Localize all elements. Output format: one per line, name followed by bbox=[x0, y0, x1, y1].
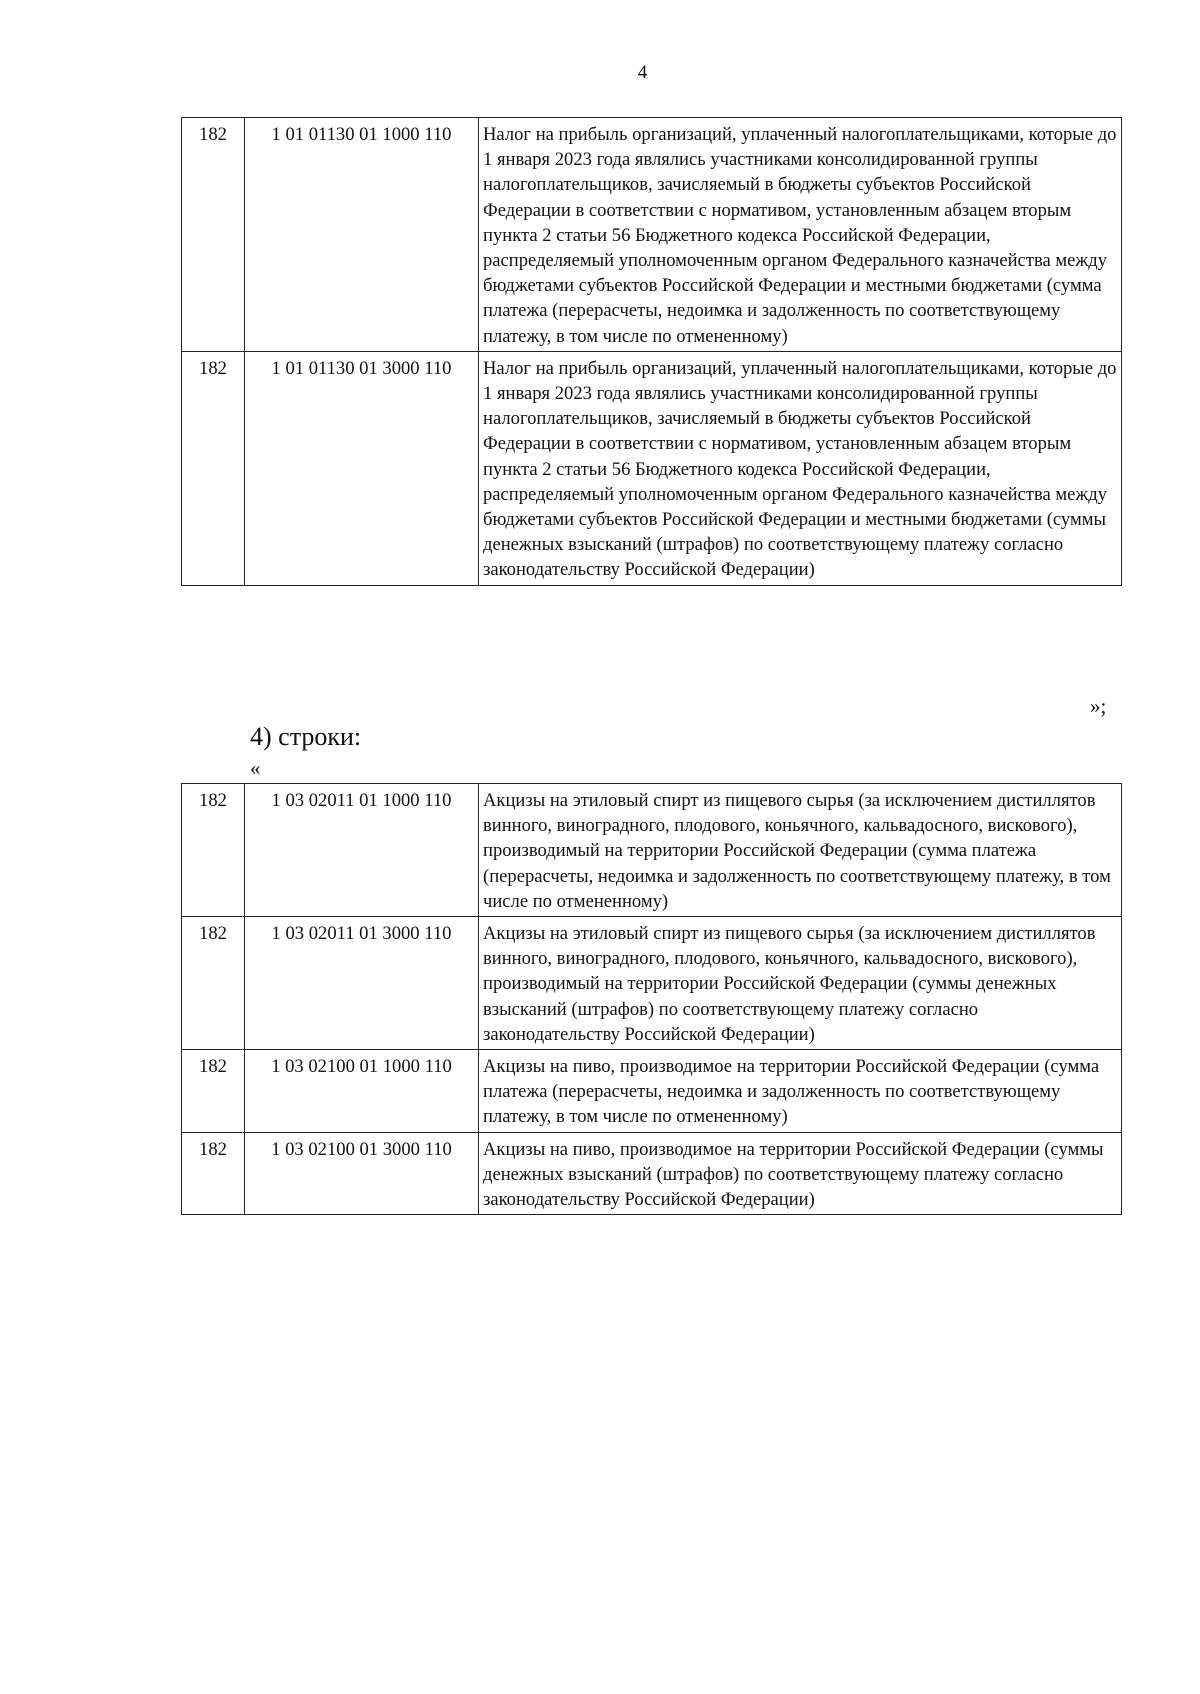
budget-classification-code-cell: 1 03 02100 01 1000 110 bbox=[245, 1050, 479, 1133]
page-number: 4 bbox=[637, 62, 648, 83]
description-cell: Налог на прибыль организаций, уплаченный налогоплательщиками, которые до 1 января 2023 года являлись участниками консолидированной группы налогоплательщиков, зачисляемый в бюджеты субъектов Российской Федерации в соответствии с нормативом, установленным абзацем вторым пункта 2 статьи 56 Бюджетного кодекса Российской Федерации, распределяемый уполномоченным органом Федерального казначейства между бюджетами субъектов Российской Федерации и местными бюджетами (сумма платежа (перерасчеты, недоимка и задолженность по соответствующему платежу, в том числе по отмененному) bbox=[479, 118, 1122, 352]
table-row bbox=[182, 784, 1122, 917]
admin-code-cell: 182 bbox=[182, 351, 245, 585]
budget-classification-code-cell: 1 03 02100 01 3000 110 bbox=[245, 1132, 479, 1215]
description-cell: Акцизы на этиловый спирт из пищевого сырья (за исключением дистиллятов винного, виноградного, плодового, коньячного, кальвадосного, вискового), производимый на территории Российской Федерации (сумма платежа (перерасчеты, недоимка и задолженность по соответствующему платежу, в том числе по отмененному) bbox=[479, 784, 1122, 917]
budget-classification-code-cell: 1 01 01130 01 3000 110 bbox=[245, 351, 479, 585]
description-cell: Акцизы на пиво, производимое на территории Российской Федерации (суммы денежных взысканий (штрафов) по соответствующему платежу согласно законодательству Российской Федерации) bbox=[479, 1132, 1122, 1215]
table-row bbox=[182, 351, 1122, 585]
table-row bbox=[182, 917, 1122, 1050]
budget-classification-code-cell: 1 03 02011 01 1000 110 bbox=[245, 784, 479, 917]
budget-classification-code-cell: 1 01 01130 01 1000 110 bbox=[245, 118, 479, 352]
section-heading: 4) строки: bbox=[250, 722, 362, 751]
revenue-codes-table-1 bbox=[181, 117, 1122, 586]
description-cell: Акцизы на этиловый спирт из пищевого сырья (за исключением дистиллятов винного, виноградного, плодового, коньячного, кальвадосного, вискового), производимый на территории Российской Федерации (суммы денежных взысканий (штрафов) по соответствующему платежу согласно законодательству Российской Федерации) bbox=[479, 917, 1122, 1050]
description-cell: Налог на прибыль организаций, уплаченный налогоплательщиками, которые до 1 января 2023 года являлись участниками консолидированной группы налогоплательщиков, зачисляемый в бюджеты субъектов Российской Федерации в соответствии с нормативом, установленным абзацем вторым пункта 2 статьи 56 Бюджетного кодекса Российской Федерации, распределяемый уполномоченным органом Федерального казначейства между бюджетами субъектов Российской Федерации и местными бюджетами (суммы денежных взысканий (штрафов) по соответствующему платежу согласно законодательству Российской Федерации) bbox=[479, 351, 1122, 585]
revenue-codes-table-2 bbox=[181, 783, 1122, 1215]
admin-code-cell: 182 bbox=[182, 917, 245, 1050]
closing-quote: »; bbox=[1090, 694, 1107, 718]
table-row bbox=[182, 1132, 1122, 1215]
budget-classification-code-cell: 1 03 02011 01 3000 110 bbox=[245, 917, 479, 1050]
admin-code-cell: 182 bbox=[182, 118, 245, 352]
description-cell: Акцизы на пиво, производимое на территории Российской Федерации (сумма платежа (перерасчеты, недоимка и задолженность по соответствующему платежу, в том числе по отмененному) bbox=[479, 1050, 1122, 1133]
table-row bbox=[182, 1050, 1122, 1133]
opening-quote: « bbox=[250, 756, 261, 780]
admin-code-cell: 182 bbox=[182, 1050, 245, 1133]
admin-code-cell: 182 bbox=[182, 1132, 245, 1215]
table-row bbox=[182, 118, 1122, 352]
admin-code-cell: 182 bbox=[182, 784, 245, 917]
